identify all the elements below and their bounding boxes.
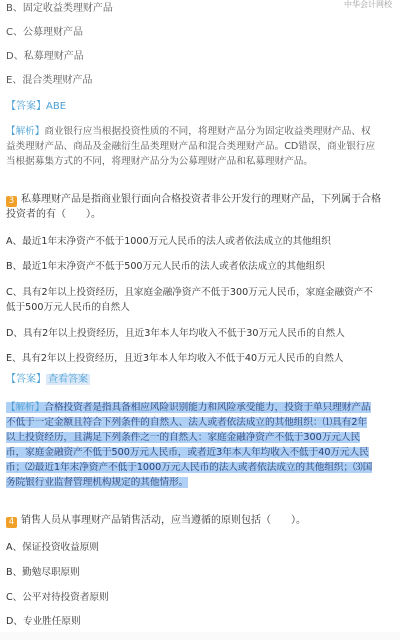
analysis-line: 以上投资经历，且满足下列条件之一的自然人：家庭金融净资产不低于300万元人民 xyxy=(6,432,361,443)
option-b[interactable]: B、最近1年末净资产不低于500万元人民币的法人或者依法成立的其他组织 xyxy=(6,261,325,272)
analysis-block xyxy=(6,124,394,169)
bottom-bar xyxy=(0,632,400,640)
option-b[interactable]: B、固定收益类理财产品 xyxy=(6,3,113,14)
question-4 xyxy=(6,513,394,528)
option-c[interactable]: C、公募理财产品 xyxy=(6,27,83,38)
option-c[interactable] xyxy=(6,285,392,315)
question-line: 投资者的有（ ）。 xyxy=(6,209,101,220)
status-right-text: 中华会计网校 xyxy=(344,0,392,9)
view-answer-button[interactable]: 查看答案 xyxy=(48,374,88,385)
analysis-line: 合格投资者是指具备相应风险识别能力和风险承受能力，投资于单只理财产品 xyxy=(44,402,371,413)
option-d[interactable]: D、专业胜任原则 xyxy=(6,616,81,627)
analysis-line: 务院银行业监督管理机构规定的其他情形。 xyxy=(6,477,189,488)
answer-label: 【答案】 xyxy=(6,374,46,385)
option-c[interactable]: C、公平对待投资者原则 xyxy=(6,592,109,603)
analysis-tag: 【解析】 xyxy=(6,402,45,413)
analysis-line: 益类理财产品、商品及金融衍生品类理财产品和混合类理财产品。CD错误，商业银行应 xyxy=(6,141,376,152)
option-line: C、具有2年以上投资经历，且家庭金融净资产不低于300万元人民币，家庭金融资产不 xyxy=(6,287,373,298)
option-b[interactable]: B、勤勉尽职原则 xyxy=(6,567,80,578)
option-d[interactable]: D、具有2年以上投资经历，且近3年本人年均收入不低于30万元人民币的自然人 xyxy=(6,328,345,339)
analysis-line: 商业银行应当根据投资性质的不同，将理财产品分为固定收益类理财产品、权 xyxy=(44,126,371,137)
question-number-badge: 3 xyxy=(6,196,17,207)
answer-label: 【答案】ABE xyxy=(6,101,67,112)
option-line: 低于500万元人民币的自然人 xyxy=(6,302,130,313)
option-a[interactable]: A、保证投资收益原则 xyxy=(6,542,99,553)
analysis-line: 不低于一定金额且符合下列条件的自然人、法人或者依法成立的其他组织：⑴具有2年 xyxy=(6,417,368,428)
analysis-block-highlighted xyxy=(6,400,394,490)
analysis-tag: 【解析】 xyxy=(6,126,45,137)
analysis-line: 当根据募集方式的不同，将理财产品分为公募理财产品和私募理财产品。 xyxy=(6,156,313,167)
option-a[interactable]: A、最近1年末净资产不低于1000万元人民币的法人或者依法成立的其他组织 xyxy=(6,236,331,247)
analysis-line: 币，家庭金融资产不低于500万元人民币，或者近3年本人年均收入不低于40万元人民 xyxy=(6,447,369,458)
option-e[interactable]: E、具有2年以上投资经历，且近3年本人年均收入不低于40万元人民币的自然人 xyxy=(6,353,344,364)
option-d[interactable]: D、私募理财产品 xyxy=(6,51,84,62)
analysis-line: 币；⑵最近1年末净资产不低于1000万元人民币的法人或者依法成立的其他组织；⑶国 xyxy=(6,462,373,473)
option-e[interactable]: E、混合类理财产品 xyxy=(6,75,93,86)
answer-row xyxy=(6,374,90,386)
question-number-badge: 4 xyxy=(6,517,17,528)
question-text: 销售人员从事理财产品销售活动，应当遵循的原则包括（ ）。 xyxy=(21,515,306,526)
question-line: 私募理财产品是指商业银行面向合格投资者非公开发行的理财产品，下列属于合格 xyxy=(21,194,381,205)
question-3 xyxy=(6,192,394,222)
